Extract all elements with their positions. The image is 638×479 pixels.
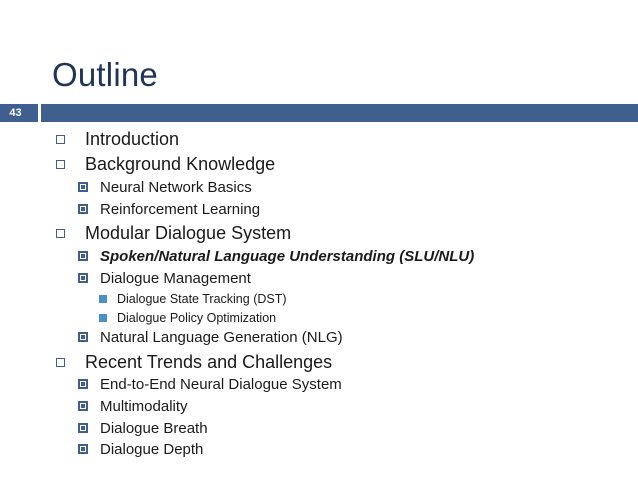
list-item-label: Dialogue Management xyxy=(100,269,251,287)
list-item-label: Dialogue State Tracking (DST) xyxy=(117,292,287,306)
boxed-bullet-icon xyxy=(78,423,88,433)
list-item xyxy=(78,268,251,288)
boxed-bullet-icon xyxy=(78,273,88,283)
list-item-label: Modular Dialogue System xyxy=(85,222,292,243)
boxed-bullet-icon xyxy=(78,251,88,261)
list-item-label: Spoken/Natural Language Understanding (SLU/NLU) xyxy=(100,247,475,265)
list-item xyxy=(56,128,179,150)
list-item-label: Dialogue Policy Optimization xyxy=(117,311,277,325)
list-item xyxy=(78,418,208,438)
boxed-bullet-icon xyxy=(78,182,88,192)
list-item-label: Dialogue Depth xyxy=(100,440,204,458)
divider-bar xyxy=(41,104,638,122)
boxed-bullet-icon xyxy=(78,332,88,342)
list-item-label: Dialogue Breath xyxy=(100,419,208,437)
square-bullet-icon xyxy=(56,229,65,238)
boxed-bullet-icon xyxy=(78,444,88,454)
list-item-label: Introduction xyxy=(85,128,180,149)
list-item xyxy=(78,374,342,394)
list-item-label: Natural Language Generation (NLG) xyxy=(100,328,343,346)
square-bullet-icon xyxy=(56,358,65,367)
list-item xyxy=(99,290,287,308)
list-item-label: Recent Trends and Challenges xyxy=(85,351,333,372)
square-bullet-icon xyxy=(56,160,65,169)
list-item xyxy=(78,199,260,219)
boxed-bullet-icon xyxy=(78,204,88,214)
list-item xyxy=(78,246,474,266)
boxed-bullet-icon xyxy=(78,401,88,411)
filled-square-bullet-icon xyxy=(99,295,107,303)
list-item-label: Multimodality xyxy=(100,397,188,415)
list-item xyxy=(99,309,276,327)
filled-square-bullet-icon xyxy=(99,314,107,322)
list-item xyxy=(78,396,188,416)
page-number: 43 xyxy=(9,107,22,119)
list-item-label: Neural Network Basics xyxy=(100,178,252,196)
list-item xyxy=(56,222,291,244)
boxed-bullet-icon xyxy=(78,379,88,389)
title-rule xyxy=(0,104,638,122)
list-item xyxy=(56,153,275,175)
page-title: Outline xyxy=(52,56,158,93)
list-item xyxy=(78,439,203,459)
square-bullet-icon xyxy=(56,135,65,144)
list-item xyxy=(56,351,332,373)
list-item-label: Reinforcement Learning xyxy=(100,200,261,218)
list-item xyxy=(78,327,343,347)
list-item xyxy=(78,177,252,197)
list-item-label: Background Knowledge xyxy=(85,153,276,174)
list-item-label: End-to-End Neural Dialogue System xyxy=(100,375,342,393)
